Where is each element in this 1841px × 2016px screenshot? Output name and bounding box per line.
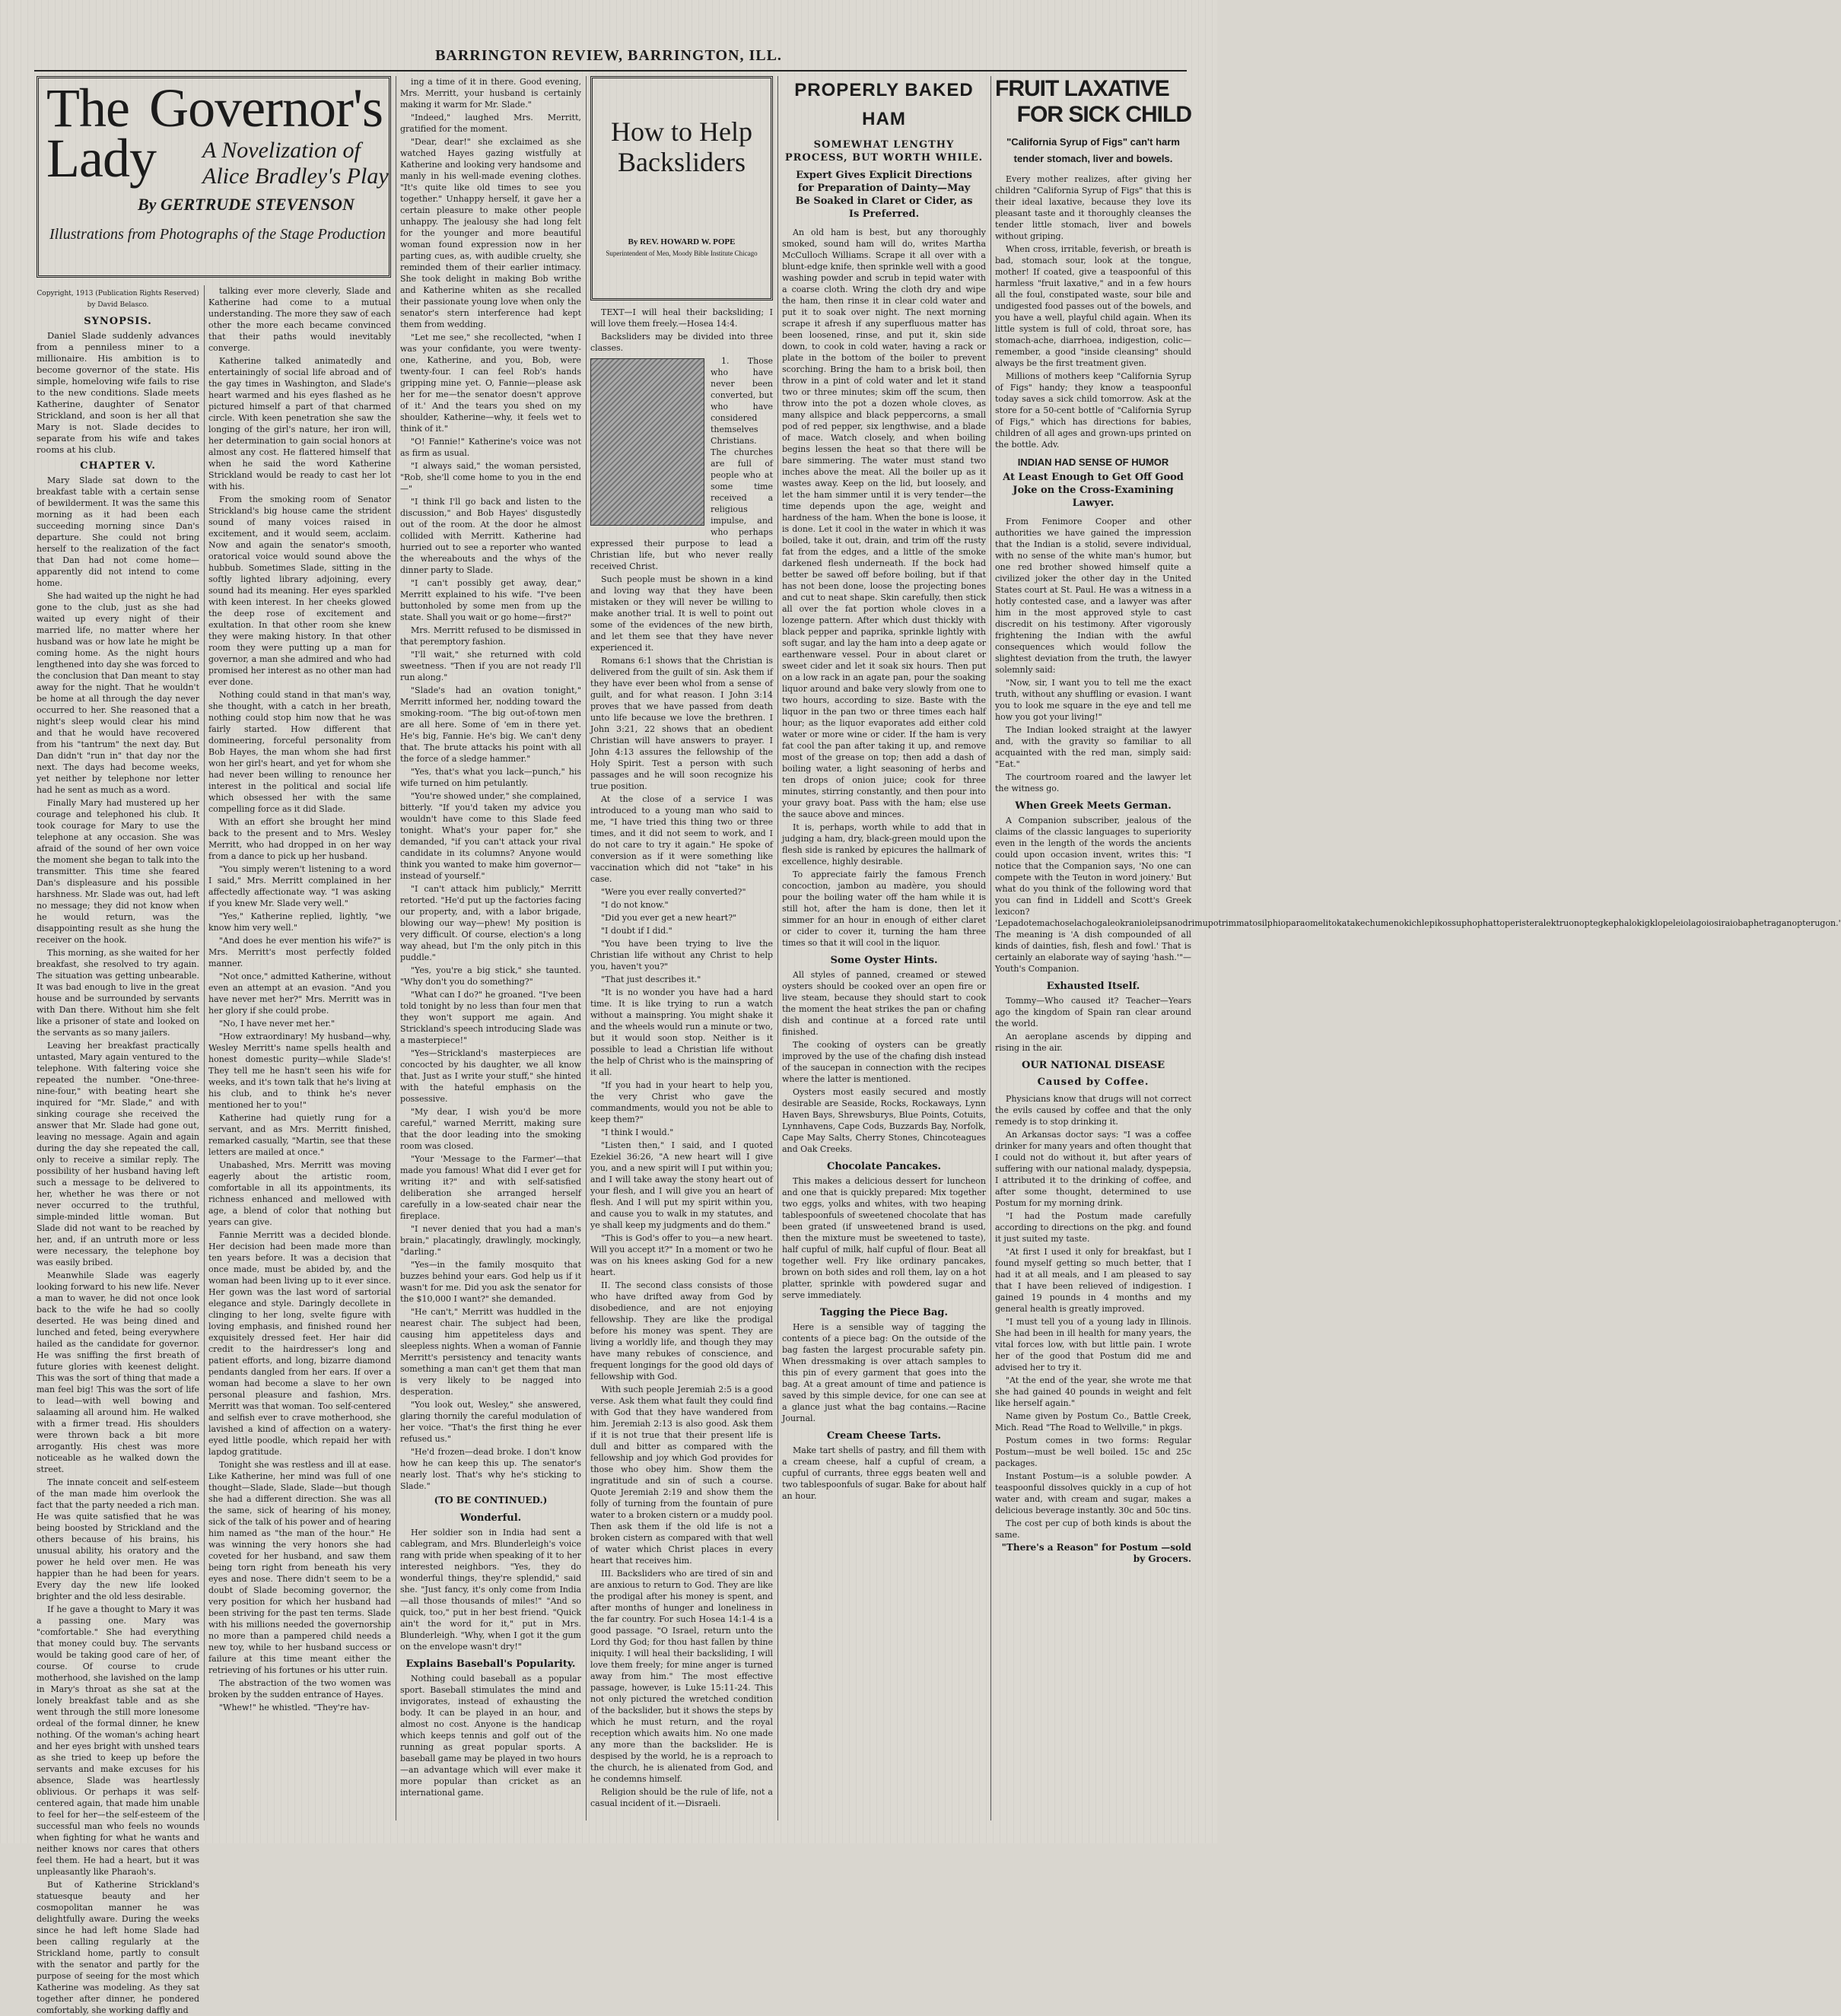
story-paragraph: "O! Fannie!" Katherine's voice was not as firm as usual. [400, 437, 581, 458]
greek-head: When Greek Meets German. [1015, 800, 1172, 812]
disease-subhead: Caused by Coffee. [1037, 1076, 1149, 1088]
story-paragraph: From the smoking room of Senator Strickland's big house came the strident sound of many voices raised in excitement, and it would seem, acclaim. Now and again the senator's smooth, oratorical voice would sound above the hubbub. Sometimes Slade, sitting in the softly lighted library adjoining, every sound had its meaning. Her eyes sparkled with keen interest. In her cheeks glowed the deep rose of excitement and exultation. In that other room she knew they were making history. In that other room they were putting up a man for governor, a man she admired and who had promised her interest as no other man had ever done. [208, 494, 391, 687]
ham-paragraph: It is, perhaps, worth while to add that in judging a ham, dry, black-green mould upon the flesh side is ranked by epicures the hallmark of excellence, highly desirable. [782, 822, 986, 866]
baseball-head: Explains Baseball's Popularity. [405, 1658, 576, 1670]
fruit-paragraph: Millions of mothers keep "California Syrup of Figs" handy; they know a teaspoonful today saves a sick child tomorrow. Ask at the store for a 50-cent bottle of "California Syrup of Figs," which has directions for babies, children of all ages and grown-ups printed on the bottle. Adv. [995, 371, 1191, 450]
governor-subtitle-1: A Novelization of [202, 138, 361, 163]
governor-title-box [37, 76, 391, 278]
aeroplane-text: An aeroplane ascends by dipping and rising in the air. [995, 1032, 1191, 1053]
sermon-paragraph: II. The second class consists of those who have drifted away from God by disobedience, and are not enjoying fellowship. They are like the prodigal before his money was spent. They are living a worldly life, and though they may have many rebukes of conscience, and frequent longings for the good old days of fellowship with God. [590, 1280, 773, 1382]
disease-paragraph: "At the end of the year, she wrote me that she had gained 40 pounds in weight and felt like herself again." [995, 1375, 1191, 1408]
story-paragraph: "My dear, I wish you'd be more careful," warned Merritt, making sure that the door leading into the smoking room was closed. [400, 1107, 581, 1151]
story-paragraph: Mrs. Merritt refused to be dismissed in that peremptory fashion. [400, 625, 581, 647]
sermon-paragraph: "You have been trying to live the Christian life without any Christ to help you, haven't you?" [590, 939, 773, 971]
help-title-box [590, 76, 773, 300]
disease-head: OUR NATIONAL DISEASE [1022, 1060, 1165, 1071]
sermon-paragraph: With such people Jeremiah 2:5 is a good verse. Ask them what fault they could find with God that they have wandered from him. Jeremiah 2:13 is also good. Ask them if it is not true that their present life is dull and bitter as compared with the fellowship and joy which God provides for those who obey him. Show them the ingratitude and sin of such a course. Quote Jeremiah 2:19 and show them the folly of turning from the fountain of pure water to a broken cistern or a muddy pool. Then ask them if the old life is not a broken cistern as compared with that well of water which Christ places in every heart that receives him. [590, 1385, 773, 1566]
disease-paragraph: The cost per cup of both kinds is about the same. [995, 1518, 1191, 1540]
sermon-paragraph: "That just describes it." [601, 975, 701, 984]
governor-paragraphs [37, 475, 199, 2016]
story-paragraph: With an effort she brought her mind back to the present and to Mrs. Wesley Merritt, who had dropped in on her way from a dance to pick up her husband. [208, 817, 391, 861]
piece-bag-text: Here is a sensible way of tagging the contents of a piece bag: On the outside of the bag fasten the largest procurable safety pin. When dressmaking is over attach samples to this pin of every garment that goes into the bag. At a great amount of time and patience is saved by this simple device, for one can see at a glance just what the bag contains.—Racine Journal. [782, 1322, 986, 1423]
oyster-head: Some Oyster Hints. [830, 955, 938, 966]
story-paragraph: "I'll wait," she returned with cold sweetness. "Then if you are not ready I'll run along." [400, 650, 581, 682]
story-paragraph: "He'd frozen—dead broke. I don't know how he can keep this up. The senator's nearly lost. That's why he's sticking to Slade." [400, 1447, 581, 1491]
governor-subtitle-2: Alice Bradley's Play [202, 164, 389, 189]
story-paragraph: Fannie Merritt was a decided blonde. Her decision had been made more than ten years before. It was a decision that once made, must be abided by, and the woman had been living up to it ever since. Her gown was the last word of sartorial elegance and style. Daringly decollete in clinging to her long, svelte figure with loving emphasis, and finished round her exquisitely dressed feet. Her hair did credit to the hairdresser's long and patient efforts, and long, bizarre diamond pendants dangled from her ears. If over a woman had become a slave to her own personal pleasure and fashion, Mrs. Merritt was that woman. Too self-centered and selfish ever to crave motherhood, she lavished a kind of affection on a watery-eyed little poodle, which repaid her with lapdog gratitude. [208, 1230, 391, 1457]
story-paragraph: "I can't possibly get away, dear," Merritt explained to his wife. "I've been buttonholed by some men from up the state. Shall you wait or go home—first?" [400, 578, 581, 622]
column-help [590, 76, 773, 1818]
story-paragraph: But of Katherine Strickland's statuesque beauty and her cosmopolitan manner he was delightfully aware. During the weeks since he had left home Slade had been calling regularly at the Strickland home, partly to consult with the senator and partly for the purpose of seeing for the most which Katherine was modeling. As they sat together after dinner, he pondered comfortably, she working daffly and [37, 1880, 199, 2015]
story-paragraph: "Yes, that's what you lack—punch," his wife turned on him petulantly. [400, 767, 581, 788]
exhausted-text: Tommy—Who caused it? Teacher—Years ago the kingdom of Spain ran clear around the world. [995, 996, 1191, 1029]
story-paragraph: "I always said," the woman persisted, "Rob, she'll come home to you in the end—" [400, 461, 581, 494]
help-author-title: Superintendent of Men, Moody Bible Institute Chicago [606, 250, 758, 257]
sermon-paragraph: III. Backsliders who are tired of sin and are anxious to return to God. They are like the prodigal after his money is spent, and after months of hunger and loneliness in the far country. For such Hosea 14:1-4 is a good passage. "O Israel, return unto the Lord thy God; for thou hast fallen by thine iniquity. I will heal their backsliding, I will love them freely; for mine anger is turned away from him." The most effective passage, however, is Luke 15:11-24. This not only pictured the wretched condition of the backslider, but it shows the steps by which he must return, and the royal reception which awaits him. No one made any more than the backslider. He is despised by the world, he is a reproach to the church, he is alienated from God, and he condemns himself. [590, 1569, 773, 1784]
column-ham [782, 76, 986, 1818]
story-paragraph: "Yes—in the family mosquito that buzzes behind your ears. God help us if it wasn't for me. Did you ask the senator for the $10,000 I want?" she demanded. [400, 1260, 581, 1304]
story-paragraph: Katherine talked animatedly and entertainingly of social life abroad and of the gay times in Washington, and Slade's heart warmed and his eyes flashed as he pictured himself a part of that charmed circle. With keen penetration she saw the longing of the girl's nature, her iron will, her determination to gain social honors at almost any cost. He flattered himself that when he said the word Katherine Strickland would be ready to cast her lot with his. [208, 356, 391, 491]
sermon-paragraph: "I do not know." [601, 900, 669, 910]
story-paragraph: Mary Slade sat down to the breakfast table with a certain sense of bewilderment. It was the same this morning as it had been each succeeding morning since Dan's departure. She could not bring herself to the realization of the fact that Dan had not come home—apparently did not intend to come home. [37, 475, 199, 588]
disease-paragraph: Physicians know that drugs will not correct the evils caused by coffee and that the only remedy is to stop drinking it. [995, 1094, 1191, 1127]
story-paragraph: "What can I do?" he groaned. "I've been told tonight by no less than four men that they won't support me again. And Strickland's speech introducing Slade was a masterpiece!" [400, 990, 581, 1045]
story-paragraph: "Not once," admitted Katherine, without even an attempt at an evasion. "And you have never met her?" Mrs. Merritt was in her glory if she could probe. [208, 971, 391, 1016]
exhausted-head: Exhausted Itself. [1046, 981, 1140, 992]
help-author: By REV. HOWARD W. POPE [628, 237, 736, 246]
story-paragraph: "Slade's had an ovation tonight," Merritt informed her, nodding toward the smoking-room. "The big out-of-town men are all here. Some of 'em in there yet. He's big, Fannie. He's big. We can't deny that. The brute attacks his point with all the force of a sledge hammer." [400, 685, 581, 764]
fruit-paragraph: Every mother realizes, after giving her children "California Syrup of Figs" that this is their ideal laxative, because they love its pleasant taste and it thoroughly cleanses the tender little stomach, liver and bowels without griping. [995, 174, 1191, 241]
story-paragraph: Nothing could stand in that man's way, she thought, with a catch in her breath, nothing could stop him now that he was fairly started. How different that domineering, forceful personality from Bob Hayes, the man whom she had first won her girl's heart, and yet for whom she had never been willing to renounce her interest in the political and social life which obsessed her with the same compelling force as it did Slade. [208, 690, 391, 814]
story-paragraph: The abstraction of the two women was broken by the sudden entrance of Hayes. [208, 1678, 391, 1700]
chocolate-head: Chocolate Pancakes. [827, 1161, 941, 1172]
ham-subhead: SOMEWHAT LENGTHY PROCESS, BUT WORTH WHILE. [784, 139, 984, 164]
governor-illustrations: Illustrations from Photographs of the Stage Production [49, 226, 386, 243]
story-paragraph: "He can't," Merritt was huddled in the nearest chair. The subject had been, causing him appetiteless days and sleepless nights. When a woman of Fannie Merritt's persistency and tenacity wants something a man can't get them that man is very likely to be nagged into desperation. [400, 1307, 581, 1397]
indian-subhead: At Least Enough to Get Off Good Joke on the Cross-Examining Lawyer. [1003, 472, 1184, 509]
wonderful-head: Wonderful. [459, 1512, 522, 1524]
sermon-paragraph: "I think I would." [601, 1127, 674, 1137]
chocolate-text: This makes a delicious dessert for luncheon and one that is quickly prepared: Mix together two eggs, yolks and whites, with two heaping tablespoonfuls of sweetened chocolate that has been grated (if unsweetened brand is used, then the mixture must be sweetened to taste), half cupful of milk, half cupful of flour. Beat all together well. Fry like ordinary pancakes, brown on both sides and roll them, lay on a hot platter, sprinkle with powdered sugar and serve immediately. [782, 1176, 986, 1300]
story-paragraph: ing a time of it in there. Good evening, Mrs. Merritt, your husband is certainly making it warm for Mr. Slade." [400, 77, 581, 110]
col2-paragraphs [208, 285, 391, 1713]
column-rule [990, 76, 991, 1820]
sermon-paragraph: Romans 6:1 shows that the Christian is delivered from the guilt of sin. Ask them if they have ever been whol from a sense of guilt, and for what reason. I John 3:14 proves that we have passed from death unto life because we love the brethren. I John 3:21, 22 shows that an obedient Christian will have answers to prayer. I John 4:13 assures the fellowship of the Holy Spirit. Test a person with such passages and he will soon recognize his true position. [590, 656, 773, 791]
story-paragraph: "You look out, Wesley," she answered, glaring thornily the careful modulation of her voice. "That's the first thing he ever refused us." [400, 1400, 581, 1444]
indian-head: INDIAN HAD SENSE OF HUMOR [1017, 456, 1169, 468]
story-paragraph: Tonight she was restless and ill at ease. Like Katherine, her mind was full of one thought—Slade, Slade, Slade—but though she had a different direction. She was all the same, sick of hearing of his money, sick of the talk of his power and of hearing him named as "the man of the hour." He was winning the very honors she had coveted for her husband, and saw them being torn right from beneath his very eyes and nose. There didn't seem to be a doubt of Slade becoming governor, the very position for which her husband had been striving for the past ten terms. Slade with his millions needed the governorship no more than a pampered child needs a new toy, while to her husband success or failure at this time meant either the retrieving of his fortunes or his utter ruin. [208, 1460, 391, 1675]
story-paragraph: "You simply weren't listening to a word I said," Mrs. Merritt complained in her affectedly affectionate way. "I was asking if you knew Mr. Slade very well." [208, 864, 391, 908]
disease-paragraph: Instant Postum—is a soluble powder. A teaspoonful dissolves quickly in a cup of hot water and, with cream and sugar, makes a delicious beverage instantly. 30c and 50c tins. [995, 1471, 1191, 1515]
oyster-paragraph: The cooking of oysters can be greatly improved by the use of the chafing dish instead of the saucepan in connection with the recipes where the latter is mentioned. [782, 1040, 986, 1084]
col3-paragraphs [400, 76, 581, 1492]
cream-tarts-head: Cream Cheese Tarts. [826, 1430, 942, 1442]
help-paragraphs [590, 307, 773, 1809]
fruit-headline-1: FRUIT LAXATIVE [995, 76, 1169, 101]
copyright-note: Copyright, 1913 (Publication Rights Reserved) by David Belasco. [37, 290, 199, 309]
disease-paragraph: "I must tell you of a young lady in Illinois. She had been in ill health for many years, the vital forces low, with but little pain. I wrote her of the good that Postum did me and advised her to try it. [995, 1317, 1191, 1372]
sermon-paragraph: "It is no wonder you have had a hard time. It is like trying to run a watch without a mainspring. You might shake it and the wheels would run a minute or two, but it would soon stop. Neither is it possible to lead a Christian life without the help of Christ who is the mainspring of it all. [590, 987, 773, 1077]
sermon-paragraph: "Were you ever really converted?" [601, 887, 746, 897]
sermon-paragraph: Such people must be shown in a kind and loving way that they have been mistaken or they will never be willing to make another trial. It is well to point out some of the evidences of the new birth, and let them see that they have never experienced it. [590, 574, 773, 653]
fruit-paragraph: When cross, irritable, feverish, or breath is bad, stomach sour, look at the tongue, mother! If coated, give a teaspoonful of this harmless "fruit laxative," and in a few hours all the foul, constipated waste, sour bile and undigested food passes out of the bowels, and you have a well, playful child again. When its little system is full of cold, throat sore, has stomach-ache, diarrhoea, indigestion, colic—remember, a good "inside cleansing" should always be the first treatment given. [995, 244, 1191, 368]
sermon-paragraph: "This is God's offer to you—a new heart. Will you accept it?" In a moment or two he was on his knees asking God for a new heart. [590, 1233, 773, 1277]
story-paragraph: The innate conceit and self-esteem of the man made him overlook the fact that the party needed a rich man. He was quite satisfied that he was being boosted by Strickland and the others because of his brains, his unusual ability, his oratory and the power he held over men. He was happier than he had been for years. Every day the new life looked brighter and the old less desirable. [37, 1477, 199, 1601]
story-paragraph: "How extraordinary! My husband—why, Wesley Merritt's name spells health and honest domestic purity—while Slade's! They tell me he hasn't seen his wife for weeks, and it's town talk that he's living at his club, and to think he's never mentioned her to you!" [208, 1032, 391, 1110]
story-paragraph: "Dear, dear!" she exclaimed as she watched Hayes gazing wistfully at Katherine and looking very handsome and manly in his well-made evening clothes. "It's quite like old times to see you together." Unhappy herself, it gave her a certain pleasure to make other people unhappy. The jealousy she had long felt for the younger and more beautiful woman found expression now in her parting cues, as, with audible cruelty, she reminded them of their earlier intimacy. She took delight in making Bob writhe and Katherine whiten as she recalled their passionate young love when only the senator's stern interference had kept them from wedding. [400, 137, 581, 329]
story-paragraph: "Yes," Katherine replied, lightly, "we know him very well." [208, 911, 391, 933]
disease-paragraph: "At first I used it only for breakfast, but I found myself getting so much better, that I had it at all meals, and I am pleased to say that I have been relieved of indigestion. I gained 19 pounds in 4 months and my general health is greatly improved. [995, 1247, 1191, 1314]
chapter-head: CHAPTER V. [80, 460, 156, 472]
story-paragraph: "Let me see," she recollected, "when I was your confidante, you were twenty-one, Katherine, and you, Bob, were twenty-four. I can feel Rob's hands gripping mine yet. O, Fannie—please ask her for me—the senator doesn't approve of it.' And the tears you shed on my shoulder, Katherine—why, it feels wet to think of it." [400, 332, 581, 434]
story-paragraph: Meanwhile Slade was eagerly looking forward to his new life. Never a man to waver, he did not once look back to the wife he had so coolly deserted. He was being dined and lunched and feted, being everywhere hailed as the candidate for governor. He was sniffing the first breath of future glories with keenest delight. This was the sort of thing that made a man feel big! This was the sort of life to lead—with well bowing and salaaming all around him. He walked with a firmer tread. His shoulders were thrown back a bit more arrogantly. His chest was more noticeable as he walked down the street. [37, 1270, 199, 1474]
indian-paragraph: "Now, sir, I want you to tell me the exact truth, without any shuffling or evasion. I want you to look me square in the eye and tell me how you got your living!" [995, 678, 1191, 722]
story-paragraph: "Indeed," laughed Mrs. Merritt, gratified for the moment. [400, 113, 581, 134]
top-rule [34, 70, 1187, 72]
indian-paragraph: The courtroom roared and the lawyer let the witness go. [995, 772, 1191, 793]
postum-tagline: "There's a Reason" for Postum —sold by Grocers. [1001, 1542, 1191, 1564]
story-paragraph: "Yes—Strickland's masterpieces are concocted by his daughter, we all know that. Just as I write your stuff," she hinted with the hateful emphasis on the possessive. [400, 1048, 581, 1104]
oyster-paragraph: All styles of panned, creamed or stewed oysters should be cooked over an open fire or live steam, because they should start to cook the moment the heat strikes the pan or chafing dish and continue at a forced rate until finished. [782, 970, 986, 1037]
ham-paragraph: To appreciate fairly the famous French concoction, jambon au madère, you should pour the boiling water off the ham while it is still hot, after the ham is done, then let it simmer for an hour in enough of either claret or cider to cover it, turning the ham three times so that it will cool in the liquor. [782, 870, 986, 948]
story-paragraph: Unabashed, Mrs. Merritt was moving eagerly about the artistic room, comfortable in all its appointments, its richness enhanced and mellowed with age, a blend of color that nothing but years can give. [208, 1160, 391, 1227]
column-rule [586, 76, 587, 1820]
story-paragraph: Finally Mary had mustered up her courage and telephoned his club. It took courage for Mary to use the telephone at any occasion. She was afraid of the sound of her own voice the moment she began to talk into the transmitter. This time she feared Dan's displeasure and his possible harshness. Mr. Slade was out, had left no message; they did not know when he would return, was the disappointing result as she hung the receiver on the hook. [37, 798, 199, 945]
wonderful-text: Her soldier son in India had sent a cablegram, and Mrs. Blunderleigh's voice rang with pride when speaking of it to her interested neighbors. "Yes, they do wonderful things, they're splendid," said she. "Just fancy, it's only come from India—all those thousands of miles!" "And so quick, too," put in her best friend. "Quick ain't the word for it," put in Mrs. Blunderleigh. "Why, when I got it the gum on the envelope wasn't dry!" [400, 1528, 581, 1652]
story-paragraph: She had waited up the night he had gone to the club, just as she had waited up every night of their married life, no matter where her husband was or how late he might be coming home. As the night hours lengthened into day she was forced to the conclusion that Dan meant to stay away for the night. That he wouldn't be home at all through the day never occurred to her. She reasoned that a night's sleep would clear his mind and that he would have recovered from his "tantrum" the next day. But Dan didn't "run in" that day nor the next. The days had become weeks, yet neither by telephone nor letter had he sent as much as a word. [37, 591, 199, 795]
author-portrait [590, 358, 704, 526]
fruit-subhead: "California Syrup of Figs" can't harm tender stomach, liver and bowels. [1006, 136, 1180, 164]
continued-note: (TO BE CONTINUED.) [434, 1495, 548, 1506]
baseball-text: Nothing could baseball as a popular sport. Baseball stimulates the mind and invigorates, instead of exhausting the body. It can be played in an hour, and almost no cost. Anyone is the handicap which keeps tennis and golf out of the running as great popular sports. A baseball game may be played in two hours—an advantage which will ever make it more popular than cricket as an international game. [400, 1674, 581, 1798]
disease-paragraph: "I had the Postum made carefully according to directions on the pkg. and found it just suited my taste. [995, 1211, 1191, 1244]
sermon-paragraph: "If you had in your heart to help you, the very Christ who gave the commandments, would you not be able to keep them?" [590, 1080, 773, 1124]
cream-tarts-text: Make tart shells of pastry, and fill them with a cream cheese, half a cupful of cream, a cupful of currants, three eggs beaten well and two tablespoonfuls of sugar. Bake for about half an hour. [782, 1445, 986, 1501]
sermon-paragraph: Religion should be the rule of life, not a casual incident of it.—Disraeli. [590, 1787, 773, 1808]
governor-subtitle [202, 138, 389, 189]
disease-paragraph: Name given by Postum Co., Battle Creek, Mich. Read "The Road to Wellville," in pkgs. [995, 1411, 1191, 1433]
sermon-paragraph: At the close of a service I was introduced to a young man who said to me, "I have tried this thing two or three times, and it did not seem to work, and I do not care to try it again." He spoke of conversion as if it were something like vaccination which did not "take" in his case. [590, 794, 773, 884]
sermon-paragraph: TEXT—I will heal their backsliding; I will love them freely.—Hosea 14:4. [590, 307, 773, 329]
oyster-paragraph: Oysters most easily secured and mostly desirable are Seaside, Rocks, Rockaways, Lynn Haven Bays, Shrewsburys, Blue Points, Cotuits, Lynnhavens, Cape Cods, Buzzards Bay, Norfolk, Cape May Salts, Cherry Stones, Chincoteagues and Oak Creeks. [782, 1087, 986, 1154]
greek-text: A Companion subscriber, jealous of the claims of the classic languages to superiority even in the length of the words the ancients could upon occasion invent, writes this: "I notice that the Companion says, 'No one can compete with the Teuton in word joinery.' But what do you think of the following word that you can find in Liddell and Scott's Greek lexicon? 'Lepadotemachoselachogaleokranioleipsanodrimupotrimmatosilphioparaomelitokatakechumenokichlepikossuphophattoperisteralektruonoptegkephalokigklopeleiolagoiosiraiobaphetraganopterugon.' The meaning is 'A dish compounded of all kinds of dainties, fish, flesh and fowl.' That is certainly an elaborate way of saying 'hash.'"—Youth's Companion. [995, 816, 1841, 974]
masthead: BARRINGTON REVIEW, BARRINGTON, ILL. [435, 47, 782, 64]
sermon-paragraph: "Did you ever get a new heart?" [601, 913, 737, 923]
story-paragraph: This morning, as she waited for her breakfast, she resolved to try again. The situation was getting unbearable. It was bad enough to live in the great house and be surrounded by servants with Dan there. Without him she felt like a prisoner of state and looked on the servants as so many jailers. [37, 948, 199, 1038]
sermon-paragraph: 1. Those who have never been converted, but who have considered themselves Christians. The churches are full of people who at some time received a religious impulse, and who perhaps expressed their purpose to lead a Christian life, but who never really received Christ. [590, 356, 773, 571]
story-paragraph: "And does he ever mention his wife?" is Mrs. Merritt's most perfectly folded manner. [208, 936, 391, 968]
synopsis-head: SYNOPSIS. [84, 316, 152, 327]
ham-paragraph: An old ham is best, but any thoroughly smoked, sound ham will do, writes Martha McCulloch Williams. Scrape it all over with a blunt-edge knife, then sprinkle well with a good washing powder and scrub in tepid water with a coarse cloth. Wring the cloth dry and wipe the ham, then rinse it in clear cold water and put it to soak over night. The next morning scrape it afresh if any superfluous matter has been loosened, rinse, and put it, skin side down, to cook in cold water, having a rack or plate in the bottom of the boiler to prevent scorching. Bring the ham to a brisk boil, then throw in a pint of cold water and let it stand two or three minutes; skim off the scum, then throw into the pot a dozen whole cloves, as many allspice and black peppercorns, a small pod of red pepper, six lengthwise, and a blade of mace. Watch closely, and when boiling begins lessen the heat so that there will be bare simmering. The water must stand two inches above the meat. All the boiler up as it wastes away. Keep on the lid, but loosely, and let the ham simmer until it is very tender—the time depends upon the age, weight and hardness of the ham. When the bone is loose, it is done. Let it cool in the water in which it was boiled, take it out, drain, and trim off the rusty fat from the edges, and a little of the smoke darkened flesh underneath. If the bock had better be sawed off before boiling, but if that has not been done, loose the projecting bones and cut to neat shape. Skin carefully, then stick all over the fat portion whole cloves in a lozenge pattern. After which dust thickly with black pepper and paprika, sprinkle lightly with soft sugar, and lay the ham into a deep agate or earthenware vessel. Pour in about claret or sweet cider and let it soak six hours. Then put on a low rack in an agate pan, pour the soaking liquor around and bake very slowly from one to two hours, according to size. Baste with the liquor in the pan two or three times each half hour; as the liquor evaporates add either cold water or more wine or cider. If the ham is very fat cool the pan after taking it up, and remove most of the grease on top; then add a dash of boiling water, a light seasoning of herbs and ten drops of onion juice; cook for three minutes, stirring constantly, and then pour into your gravy boat. Pass with the ham; else use the sauce above and minces. [782, 227, 986, 819]
synopsis-text: Daniel Slade suddenly advances from a penniless miner to a millionaire. His ambition is to become governor of the state. His simple, homeloving wife fails to rise to the new conditions. Slade meets Katherine, daughter of Senator Strickland, and soon is her all that Mary is not. Slade decides to separate from his wife and takes rooms at his club. [37, 330, 199, 455]
column-rule [777, 76, 778, 1820]
story-paragraph: "I can't attack him publicly," Merritt retorted. "He'd put up the factories facing our property, and, with a labor brigade, blowing our way—phew! My position is very difficult. Of course, election's a long way ahead, but I'm the only pitch in this puddle." [400, 884, 581, 962]
column-rule [204, 285, 205, 1820]
ham-headline: PROPERLY BAKED HAM [794, 80, 974, 129]
story-paragraph: Katherine had quietly rung for a servant, and as Mrs. Merritt finished, remarked casually, "Martin, see that these letters are mailed at once." [208, 1113, 391, 1157]
story-paragraph: Leaving her breakfast practically untasted, Mary again ventured to the telephone. With faltering voice she repeated the number. "One-three-nine-four," with beating heart she inquired for "Mr. Slade," and with sinking courage she received the answer that Mr. Slade had gone out, leaving no message. Again and again during the day she repeated the call, only to receive a similar reply. The possibility of her husband having left such a message to be delivered to her, whether he was there or not never occurred to the truthful, simple-minded little woman. But Slade did not want to be reached by her, and, if an untruth more or less were necessary, the telephone boy was easily bribed. [37, 1041, 199, 1267]
sermon-paragraph: "Listen then," I said, and I quoted Ezekiel 36:26, "A new heart will I give you, and a new spirit will I put within you; and I will take away the stony heart out of your flesh, and I will give you an heart of flesh. And I will put my spirit within you, and cause you to walk in my statutes, and ye shall keep my judgments and do them." [590, 1140, 773, 1230]
story-paragraph: If he gave a thought to Mary it was a passing one. Mary was "comfortable." She had everything that money could buy. The servants would be taking good care of her, of course. Of course to crude motherhood, she lavished on the lamp in Mary's throat as she sat at the lonely breakfast table and as she went through the still more lonesome ordeal of the formal dinner, he knew nothing. Of the woman's aching heart and her eyes bright with unshed tears as she tried to keep up before the servants and make excuses for his absence, Slade was heartlessly oblivious. Or perhaps it was self-centered again, that made him unable to feel for her—the self-esteem of the successful man who feels no wounds when fighting for what he wants and neither knows nor cares that others feel them. He had a heart, but it was unpleasantly like Pharaoh's. [37, 1604, 199, 1877]
sermon-paragraph: "I doubt if I did." [601, 926, 672, 936]
story-paragraph: "Yes, you're a big stick," she taunted. "Why don't you do something?" [400, 965, 581, 987]
column-governor-cont [208, 285, 391, 1818]
story-paragraph: "I think I'll go back and listen to the discussion," and Bob Hayes' disgustedly out of the room. At the door he almost collided with Merritt. Katherine had hurried out to see a reporter who wanted the whereabouts and the whys of the dinner party to Slade. [400, 497, 581, 575]
disease-paragraph: An Arkansas doctor says: "I was a coffee drinker for many years and often thought that I could not do without it, but after years of suffering with our national malady, dyspepsia, I attributed it to the drinking of coffee, and after some thought, determined to use Postum for my morning drink. [995, 1130, 1191, 1208]
governor-author: By GERTRUDE STEVENSON [138, 195, 355, 214]
help-title: How to Help Backsliders [611, 116, 752, 177]
story-paragraph: talking ever more cleverly, Slade and Katherine had come to a mutual understanding. The more they saw of each other the more each became convinced that their paths would inevitably converge. [208, 286, 391, 353]
fruit-headline-2: FOR SICK CHILD [1016, 102, 1191, 127]
column-governor-end [400, 76, 581, 1818]
piece-bag-head: Tagging the Piece Bag. [819, 1307, 949, 1318]
indian-paragraph: From Fenimore Cooper and other authorities we have gained the impression that the Indian is a stolid, severe individual, with no sense of the white man's humor, but one red brother showed himself quite a civilized joker the other day in the United States court at St. Paul. He was a witness in a hotly contested case, and a lawyer was after him in the most approved style to cast discredit on his testimony. After vigorously frightening the Indian with the awful consequences which would follow the slightest deviation from the truth, the lawyer solemnly said: [995, 517, 1191, 675]
story-paragraph: "Whew!" he whistled. "They're hav- [219, 1703, 370, 1712]
column-fruit [995, 76, 1841, 1818]
ham-deck: Expert Gives Explicit Directions for Preparation of Dainty—May Be Soaked in Claret or Cider, as Is Preferred. [795, 170, 973, 220]
sermon-paragraph: Backsliders may be divided into three classes. [590, 332, 773, 353]
story-paragraph: "Your 'Message to the Farmer'—that made you famous! What did I ever get for writing it?" and with self-satisfied deliberation she arranged herself carefully in a low-seated chair near the fireplace. [400, 1154, 581, 1221]
governor-title: The Governor's Lady [46, 78, 383, 189]
column-governor-text [37, 285, 199, 2015]
disease-paragraph: Postum comes in two forms: Regular Postum—must be well boiled. 15c and 25c packages. [995, 1436, 1191, 1468]
indian-paragraph: The Indian looked straight at the lawyer and, with the gravity so familiar to all acquainted with the red man, simply said: "Eat." [995, 725, 1191, 769]
story-paragraph: "I never denied that you had a man's brain," placatingly, drawlingly, mockingly, "darling." [400, 1224, 581, 1257]
story-paragraph: "You're showed under," she complained, bitterly. "If you'd taken my advice you wouldn't have come to this Slade feed tonight. What's your paper for," she demanded, "if you can't attack your rival candidate in its columns? Anyone would think you wanted to make him governor—instead of yourself." [400, 791, 581, 881]
story-paragraph: "No, I have never met her." [219, 1019, 335, 1029]
